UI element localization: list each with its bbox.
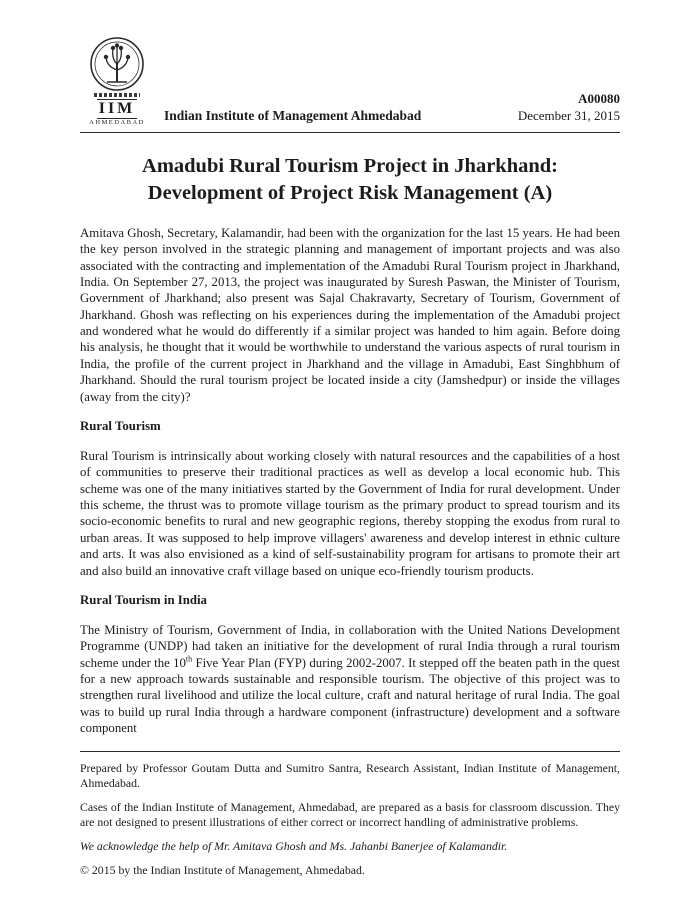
paragraph-text-part2: Five Year Plan (FYP) during 2002-2007. It stepped off the beaten path in the quest for a new approach towards sustainable and responsible tourism. The objective of this project was to strengthen rural livelihood and utilize the local culture, craft and natural heritage of rural India. The goal was to build up rural India through a hardware component (infrastructure) development and a software component: [80, 655, 620, 736]
header-right: [518, 91, 620, 127]
acknowledgement-note: We acknowledge the help of Mr. Amitava Ghosh and Ms. Jahanbi Banerjee of Kalamandir.: [80, 838, 508, 853]
header-left: [80, 36, 421, 127]
rural-tourism-paragraph: Rural Tourism is intrinsically about working closely with natural resources and the capabilities of a host of communities to preserve their traditional practices as well as develop a local economic hub. This scheme was one of the many initiatives started by the Government of India for rural development. Under this scheme, the thrust was to promote village tourism as the primary product to spread tourism and its socio-economic benefits to rural and new geographic regions, thereby stopping the exodus from rural to urban areas. It was supposed to help improve villagers' awareness and develop interest in ethnic culture and arts. It was also envisioned as a kind of self-sustainability program for artisans to promote their art and also build an innovative craft village based on unique eco-friendly tourism products.: [80, 448, 620, 578]
case-date: December 31, 2015: [517, 107, 620, 123]
paragraph-text-part1: The Ministry of Tourism, Government of India, in collaboration with the United Nations Development Programme (UNDP) had taken an initiative for the development of rural India through a rural tourism scheme under the 10: [80, 622, 620, 670]
ordinal-superscript: th: [185, 654, 193, 664]
section-heading-rural-tourism-india: Rural Tourism in India: [80, 592, 207, 607]
copyright-note: © 2015 by the Indian Institute of Management, Ahmedabad.: [80, 863, 365, 878]
prepared-by-note: Prepared by Professor Goutam Dutta and Sumitro Santra, Research Assistant, Indian Institute of Management, Ahmedabad.: [80, 760, 620, 790]
rural-tourism-india-paragraph: [80, 622, 620, 737]
section-heading-rural-tourism: Rural Tourism: [80, 418, 161, 433]
intro-paragraph: Amitava Ghosh, Secretary, Kalamandir, had been with the organization for the last 15 years. He had been the key person involved in the strategic planning and management of important projects and was also associated with the contracting and implementation of the Amadubi Rural Tourism project in Jharkhand, India. On September 27, 2013, the project was inaugurated by Suresh Paswan, the Minister of Tourism, Government of Jharkhand; also present was Sajal Chakravarty, Secretary of Tourism, Government of Jharkhand. Ghosh was reflecting on his experiences during the implementation of the Amadubi project and wondered what he would do differently if a similar project was handed to him again. Before doing his analysis, he thought that it would be worthwhile to understand the various aspects of rural tourism in India, the profile of the current project in Jharkhand and the village in Amadubi, East Singhbhum of Jharkhand. Should the rural tourism project be located inside a city (Jamshedpur) or inside the villages (away from the city)?: [80, 225, 620, 404]
case-title-line1: Amadubi Rural Tourism Project in Jharkhand:: [142, 154, 558, 177]
iim-logo-motto: [94, 93, 140, 97]
iim-logo-city: AHMEDABAD: [89, 119, 145, 126]
case-title: [80, 153, 620, 208]
iim-logo-wordmark: IIM: [98, 100, 136, 117]
page-footnotes: [80, 751, 620, 879]
document-body: [80, 225, 620, 737]
case-title-line2: Development of Project Risk Management (A): [147, 182, 553, 205]
cases-disclaimer-note: Cases of the Indian Institute of Management, Ahmedabad, are prepared as a basis for classroom discussion. They are not designed to present illustrations of either correct or incorrect handling of administrative problems.: [80, 799, 620, 829]
iim-logo: [80, 36, 154, 127]
page-header: [80, 36, 620, 133]
institute-name: Indian Institute of Management Ahmedabad: [164, 107, 422, 123]
iim-logo-emblem-icon: [89, 36, 145, 92]
case-number: A00080: [578, 90, 620, 106]
